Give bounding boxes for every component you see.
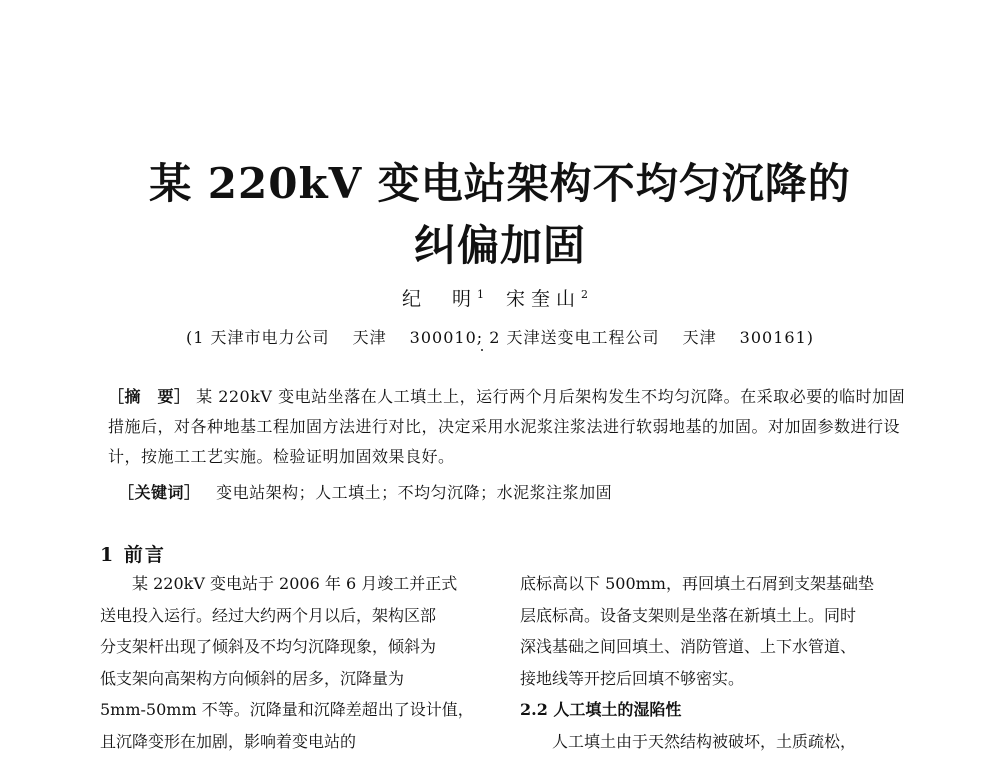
section-heading: 1 前言 (100, 544, 166, 566)
body-column-right (520, 568, 900, 757)
body-column-left (100, 568, 480, 757)
abstract-label: ［摘 要］ (108, 387, 191, 406)
body-line: 层底标高。设备支架则是坐落在新填土上。同时 (520, 605, 857, 625)
keywords (118, 478, 898, 508)
body-line: 低支架向高架构方向倾斜的居多，沉降量为 (100, 668, 405, 688)
body-line: 深浅基础之间回填土、消防管道、上下水管道、 (520, 637, 857, 656)
body-line: 且沉降变形在加剧，影响着变电站的 (100, 731, 357, 751)
author-affil-mark: 1 (476, 287, 484, 301)
body-line: 底标高以下 500mm，再回填土石屑到支架基础垫 (520, 574, 874, 593)
subsection-heading: 2.2 人工填土的湿陷性 (520, 700, 682, 719)
body-line: 接地线等开挖后回填不够密实。 (520, 668, 745, 688)
keywords-text: 变电站架构；人工填土；不均匀沉降；水泥浆注浆加固 (216, 483, 613, 502)
body-line: 人工填土由于天然结构被破坏，土质疏松， (520, 731, 857, 751)
author-name: 宋奎山 (506, 288, 582, 310)
author-list (0, 284, 1000, 311)
paper-title-line-2: 纠偏加固 (413, 221, 586, 270)
abstract-text: 某 220kV 变电站坐落在人工填土上，运行两个月后架构发生不均匀沉降。在采取必要的临时加固措施后，对各种地基工程加固方法进行对比，决定采用水泥浆注浆法进行软弱地基的加固。对加固参数进行设计，按施工工艺实施。检验证明加固效果良好。 (108, 387, 906, 466)
paper-title-line-1: 某 220kV 变电站架构不均匀沉降的 (149, 159, 851, 208)
scan-speck (481, 349, 483, 351)
author-affil-mark: 2 (581, 287, 589, 301)
body-line: 分支架杆出现了倾斜及不均匀沉降现象，倾斜为 (100, 637, 437, 656)
body-line: 送电投入运行。经过大约两个月以后，架构区部 (100, 605, 437, 625)
abstract (108, 382, 908, 472)
author-name: 纪 明 (401, 288, 477, 310)
body-line: 5mm-50mm 不等。沉降量和沉降差超出了设计值， (100, 700, 474, 719)
affiliations: (1 天津市电力公司 天津 300010; 2 天津送变电工程公司 天津 300161) (186, 328, 814, 347)
keywords-label: ［关键词］ (118, 483, 201, 502)
body-line: 某 220kV 变电站于 2006 年 6 月竣工并正式 (100, 574, 458, 593)
